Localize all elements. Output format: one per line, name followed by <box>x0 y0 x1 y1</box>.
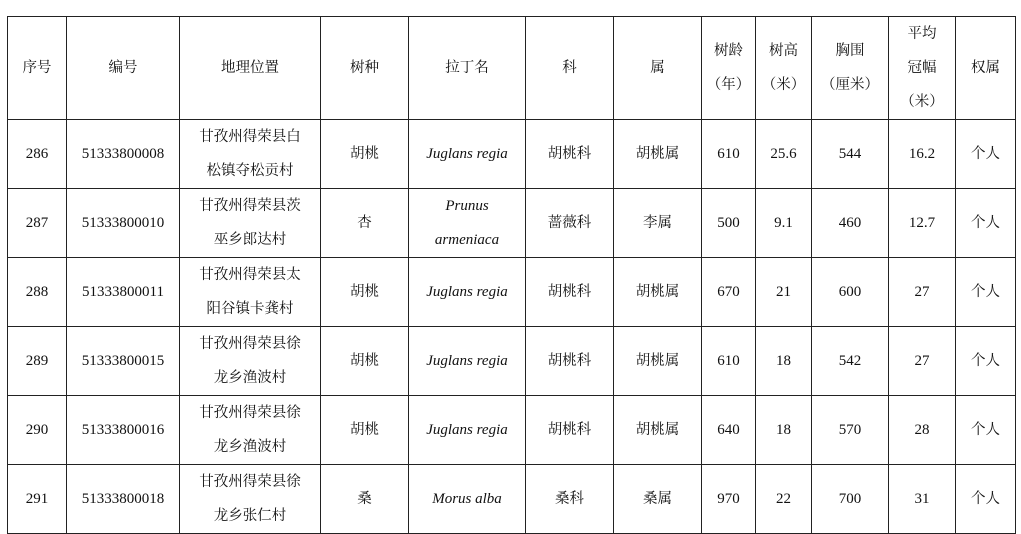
table-row <box>8 465 1016 534</box>
cell-genus: 桑属 <box>614 465 702 534</box>
header-location: 地理位置 <box>180 17 321 120</box>
header-height-label: 树高 <box>769 43 798 59</box>
cell-code: 51333800015 <box>67 327 180 396</box>
cell-family: 胡桃科 <box>526 258 614 327</box>
cell-code: 51333800018 <box>67 465 180 534</box>
header-girth-unit: （厘米） <box>821 77 879 93</box>
cell-girth: 544 <box>812 120 889 189</box>
cell-species: 杏 <box>321 189 409 258</box>
cell-seq: 291 <box>8 465 67 534</box>
header-family: 科 <box>526 17 614 120</box>
cell-latin-name <box>409 189 526 258</box>
cell-location-line-2: 松镇夺松贡村 <box>206 163 294 179</box>
cell-code: 51333800016 <box>67 396 180 465</box>
cell-location-line-1: 甘孜州得荣县徐 <box>199 405 301 421</box>
cell-ownership: 个人 <box>956 189 1016 258</box>
ancient-tree-table <box>7 16 1016 534</box>
cell-latin-name-line-1: Prunus <box>445 198 489 214</box>
cell-crown: 16.2 <box>889 120 956 189</box>
cell-girth: 542 <box>812 327 889 396</box>
table-row <box>8 396 1016 465</box>
cell-location-line-1: 甘孜州得荣县徐 <box>199 474 301 490</box>
cell-code: 51333800010 <box>67 189 180 258</box>
header-crown-label-1: 平均 <box>907 26 937 42</box>
header-girth <box>812 17 889 120</box>
cell-seq: 287 <box>8 189 67 258</box>
cell-location <box>180 465 321 534</box>
cell-girth: 570 <box>812 396 889 465</box>
cell-latin-name: Juglans regia <box>409 120 526 189</box>
cell-species: 桑 <box>321 465 409 534</box>
cell-seq: 289 <box>8 327 67 396</box>
cell-latin-name: Juglans regia <box>409 327 526 396</box>
header-seq: 序号 <box>8 17 67 120</box>
header-row <box>8 17 1016 120</box>
cell-crown: 31 <box>889 465 956 534</box>
cell-girth: 700 <box>812 465 889 534</box>
header-latin-name: 拉丁名 <box>409 17 526 120</box>
header-species: 树种 <box>321 17 409 120</box>
cell-location-line-2: 龙乡渔波村 <box>213 439 287 455</box>
cell-height: 22 <box>756 465 812 534</box>
header-girth-label: 胸围 <box>835 43 865 59</box>
cell-latin-name-line-2: armeniaca <box>434 232 500 248</box>
cell-ownership: 个人 <box>956 120 1016 189</box>
cell-ownership: 个人 <box>956 396 1016 465</box>
cell-crown: 28 <box>889 396 956 465</box>
header-age-label: 树龄 <box>714 43 743 59</box>
cell-genus: 胡桃属 <box>614 120 702 189</box>
cell-crown: 12.7 <box>889 189 956 258</box>
table-row <box>8 258 1016 327</box>
header-crown <box>889 17 956 120</box>
cell-crown: 27 <box>889 258 956 327</box>
cell-seq: 290 <box>8 396 67 465</box>
cell-age: 640 <box>702 396 756 465</box>
header-code: 编号 <box>67 17 180 120</box>
cell-height: 25.6 <box>756 120 812 189</box>
cell-location <box>180 120 321 189</box>
cell-height: 21 <box>756 258 812 327</box>
cell-location-line-2: 阳谷镇卡龚村 <box>206 301 294 317</box>
header-age-unit: （年） <box>706 77 751 93</box>
header-height <box>756 17 812 120</box>
cell-age: 610 <box>702 327 756 396</box>
cell-location <box>180 327 321 396</box>
cell-location-line-1: 甘孜州得荣县太 <box>199 267 301 283</box>
cell-genus: 李属 <box>614 189 702 258</box>
cell-code: 51333800011 <box>67 258 180 327</box>
cell-ownership: 个人 <box>956 327 1016 396</box>
table-row <box>8 120 1016 189</box>
cell-height: 9.1 <box>756 189 812 258</box>
cell-location <box>180 258 321 327</box>
header-crown-unit: （米） <box>900 94 944 110</box>
header-crown-label-2: 冠幅 <box>907 60 937 76</box>
cell-species: 胡桃 <box>321 258 409 327</box>
cell-girth: 600 <box>812 258 889 327</box>
cell-location-line-2: 巫乡郎达村 <box>213 232 287 248</box>
cell-location-line-1: 甘孜州得荣县茨 <box>199 198 301 214</box>
cell-family: 桑科 <box>526 465 614 534</box>
cell-family: 胡桃科 <box>526 327 614 396</box>
cell-location <box>180 189 321 258</box>
cell-latin-name: Morus alba <box>409 465 526 534</box>
cell-age: 610 <box>702 120 756 189</box>
cell-location <box>180 396 321 465</box>
table-row <box>8 327 1016 396</box>
cell-location-line-2: 龙乡渔波村 <box>213 370 287 386</box>
cell-genus: 胡桃属 <box>614 327 702 396</box>
table-row <box>8 189 1016 258</box>
cell-family: 胡桃科 <box>526 396 614 465</box>
cell-latin-name: Juglans regia <box>409 396 526 465</box>
cell-age: 500 <box>702 189 756 258</box>
cell-species: 胡桃 <box>321 120 409 189</box>
header-height-unit: （米） <box>761 77 806 93</box>
cell-family: 胡桃科 <box>526 120 614 189</box>
cell-height: 18 <box>756 396 812 465</box>
cell-genus: 胡桃属 <box>614 396 702 465</box>
cell-location-line-2: 龙乡张仁村 <box>213 508 287 524</box>
cell-seq: 288 <box>8 258 67 327</box>
header-ownership: 权属 <box>956 17 1016 120</box>
header-age <box>702 17 756 120</box>
cell-ownership: 个人 <box>956 465 1016 534</box>
cell-crown: 27 <box>889 327 956 396</box>
cell-code: 51333800008 <box>67 120 180 189</box>
cell-location-line-1: 甘孜州得荣县徐 <box>199 336 301 352</box>
cell-age: 970 <box>702 465 756 534</box>
cell-latin-name: Juglans regia <box>409 258 526 327</box>
cell-family: 蔷薇科 <box>526 189 614 258</box>
cell-age: 670 <box>702 258 756 327</box>
cell-seq: 286 <box>8 120 67 189</box>
cell-location-line-1: 甘孜州得荣县白 <box>199 129 301 145</box>
cell-girth: 460 <box>812 189 889 258</box>
cell-species: 胡桃 <box>321 396 409 465</box>
cell-ownership: 个人 <box>956 258 1016 327</box>
cell-genus: 胡桃属 <box>614 258 702 327</box>
cell-species: 胡桃 <box>321 327 409 396</box>
cell-height: 18 <box>756 327 812 396</box>
header-genus: 属 <box>614 17 702 120</box>
